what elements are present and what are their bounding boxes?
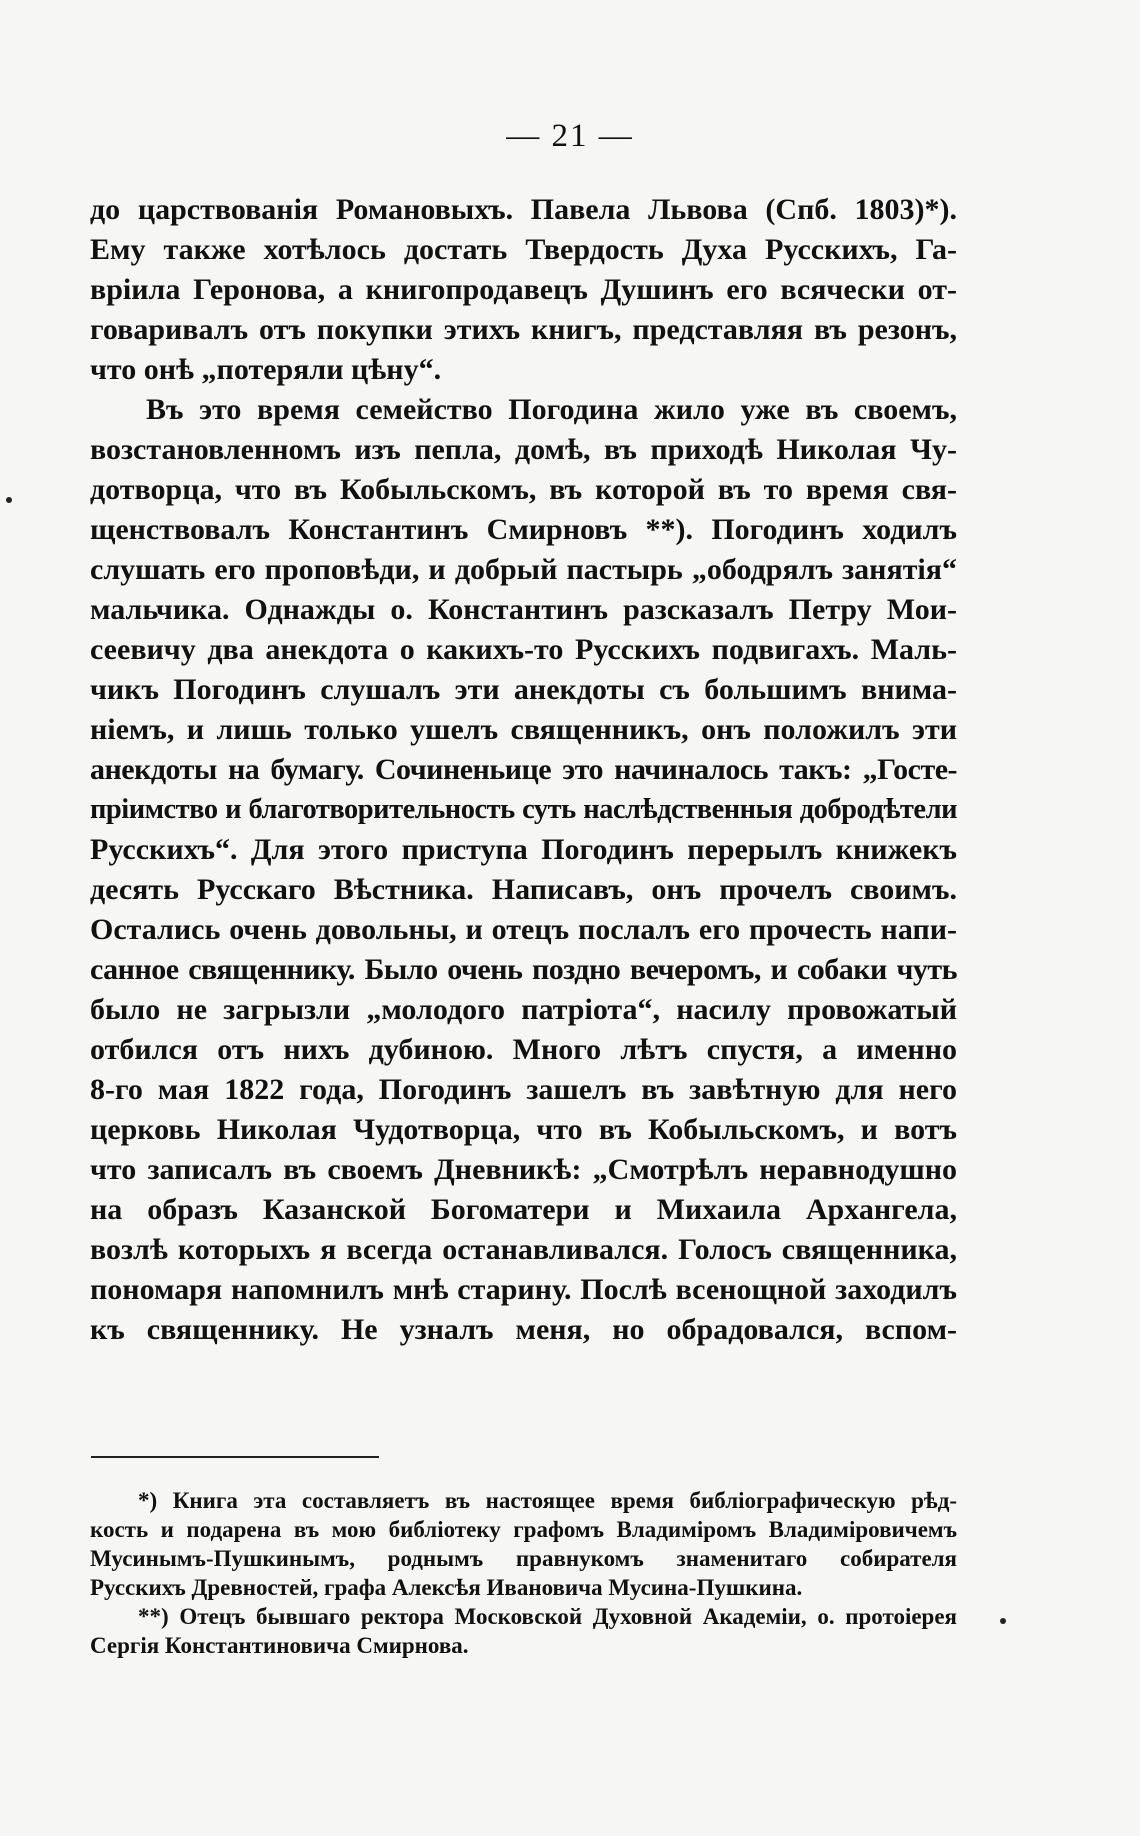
text-line: чикъ Погодинъ слушалъ эти анекдоты съ большимъ внима- xyxy=(90,673,957,706)
text-line: было не загрызли „молодого патріота“, насилу провожатый xyxy=(90,993,957,1026)
text-line: вріила Геронова, а книгопродавецъ Душинъ его всячески от- xyxy=(90,273,957,306)
text-line: къ священнику. Не узналъ меня, но обрадовался, вспом- xyxy=(90,1313,957,1346)
footnote-line: Сергія Константиновича Смирнова. xyxy=(90,1633,469,1658)
footnote-divider xyxy=(91,1456,379,1458)
footnote-line: кость и подарена въ мою библіотеку графомъ Владиміромъ Владиміровичемъ xyxy=(90,1517,957,1542)
text-line: что онѣ „потеряли цѣну“. xyxy=(90,353,442,386)
margin-dot-mark xyxy=(1000,1618,1006,1624)
text-line: десять Русскаго Вѣстника. Написавъ, онъ прочелъ своимъ. xyxy=(90,873,957,906)
footnote-line: *) Книга эта составляетъ въ настоящее время библіографическую рѣд- xyxy=(138,1488,957,1513)
text-line: сеевичу два анекдота о какихъ-то Русскихъ подвигахъ. Маль- xyxy=(90,633,957,666)
page-number: — 21 — xyxy=(506,118,634,154)
footnotes xyxy=(90,1486,957,1660)
text-line: что записалъ въ своемъ Дневникѣ: „Смотрѣлъ неравнодушно xyxy=(90,1153,957,1186)
text-line: слушать его проповѣди, и добрый пастырь „ободрялъ занятія“ xyxy=(90,553,957,586)
text-line: анекдоты на бумагу. Сочиненьице это начиналось такъ: „Госте- xyxy=(90,753,957,786)
footnote-line: **) Отецъ бывшаго ректора Московской Духовной Академіи, о. протоіерея xyxy=(138,1604,957,1629)
text-line: возлѣ которыхъ я всегда останавливался. Голосъ священника, xyxy=(90,1233,957,1266)
main-text xyxy=(90,190,957,1350)
text-line: 8-го мая 1822 года, Погодинъ зашелъ въ завѣтную для него xyxy=(90,1073,957,1106)
footnote-line: Мусинымъ-Пушкинымъ, роднымъ правнукомъ знаменитаго собирателя xyxy=(90,1546,957,1571)
text-line: до царствованія Романовыхъ. Павела Львова (Спб. 1803)*). xyxy=(90,193,957,226)
text-line: Ему также хотѣлось достать Твердость Духа Русскихъ, Га- xyxy=(90,233,957,266)
text-line: Остались очень довольны, и отецъ послалъ его прочесть напи- xyxy=(90,913,957,946)
text-line: Русскихъ“. Для этого приступа Погодинъ перерылъ книжекъ xyxy=(90,833,957,866)
footnote-line: Русскихъ Древностей, графа Алексѣя Ивановича Мусина-Пушкина. xyxy=(90,1575,803,1600)
text-line: Въ это время семейство Погодина жило уже въ своемъ, xyxy=(146,393,957,426)
text-line: мальчика. Однажды о. Константинъ разсказалъ Петру Мои- xyxy=(90,593,957,626)
text-line: пономаря напомнилъ мнѣ старину. Послѣ всенощной заходилъ xyxy=(90,1273,957,1306)
text-line: пріимство и благотворительность суть наслѣдственныя добродѣтели xyxy=(90,794,957,825)
text-line: санное священнику. Было очень поздно вечеромъ, и собаки чуть xyxy=(90,953,957,986)
text-line: ніемъ, и лишь только ушелъ священникъ, онъ положилъ эти xyxy=(90,713,957,746)
text-line: отбился отъ нихъ дубиною. Много лѣтъ спустя, а именно xyxy=(90,1033,957,1066)
text-line: дотворца, что въ Кобыльскомъ, въ которой въ то время свя- xyxy=(90,473,957,506)
text-line: возстановленномъ изъ пепла, домѣ, въ приходѣ Николая Чу- xyxy=(90,433,957,466)
text-line: говаривалъ отъ покупки этихъ книгъ, представляя въ резонъ, xyxy=(90,313,957,346)
text-line: на образъ Казанской Богоматери и Михаила Архангела, xyxy=(90,1193,957,1226)
text-line: церковь Николая Чудотворца, что въ Кобыльскомъ, и вотъ xyxy=(90,1113,957,1146)
margin-dot-mark xyxy=(6,497,12,503)
text-line: щенствовалъ Константинъ Смирновъ **). Погодинъ ходилъ xyxy=(90,513,957,546)
